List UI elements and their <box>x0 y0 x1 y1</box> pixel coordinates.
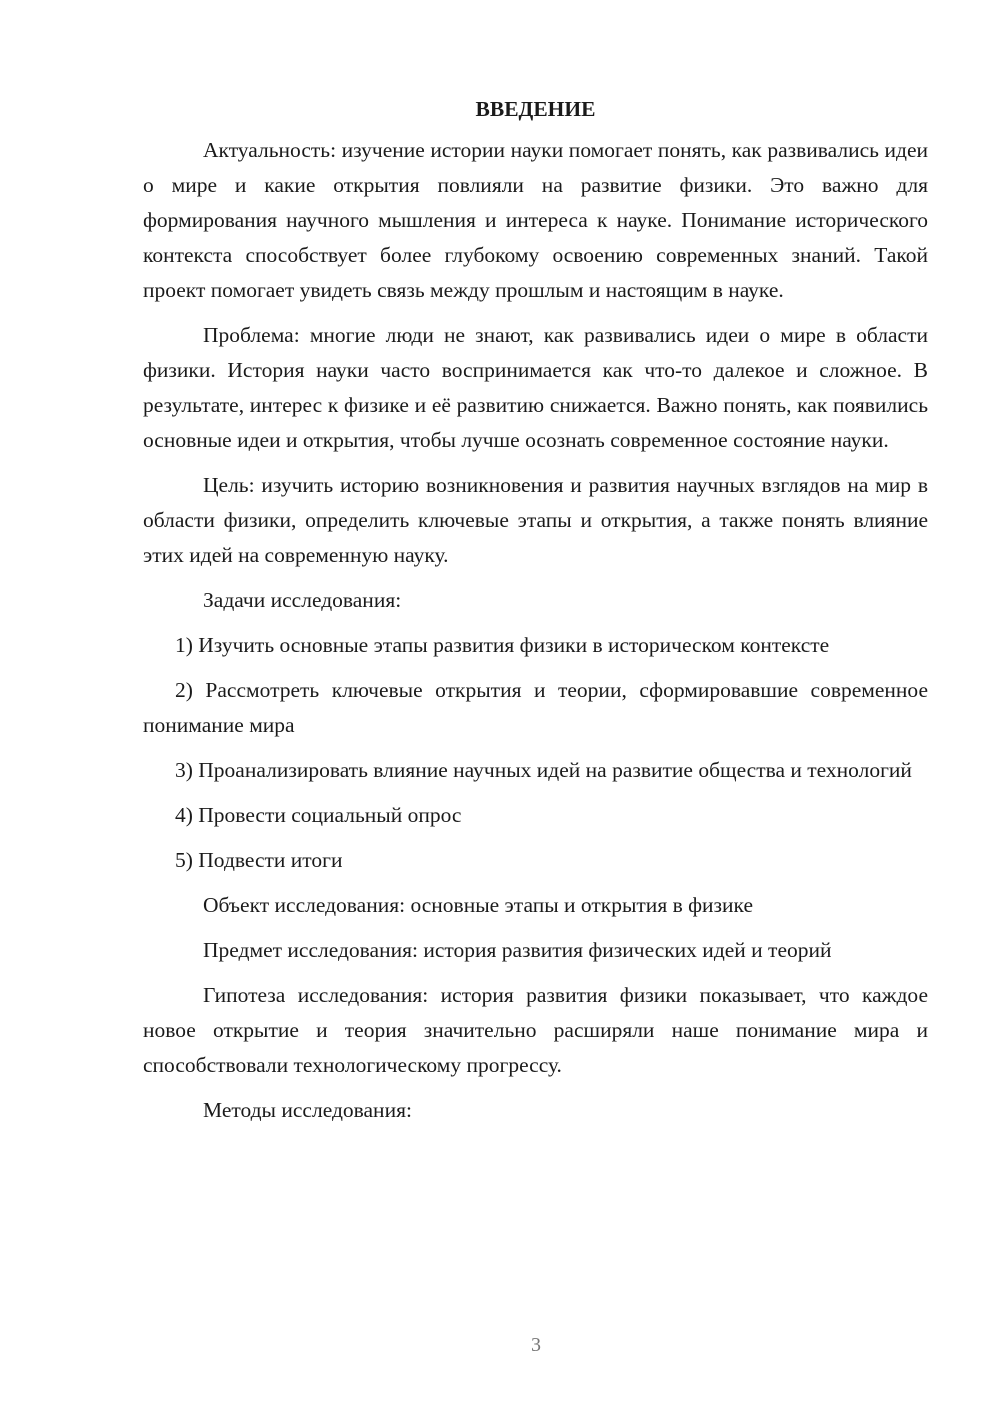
page-title: ВВЕДЕНИЕ <box>475 97 596 121</box>
task-item-4: 4) Провести социальный опрос <box>175 803 462 827</box>
task-item-1: 1) Изучить основные этапы развития физики в историческом контексте <box>175 633 830 657</box>
document-page <box>143 92 928 1138</box>
goal-paragraph: Цель: изучить историю возникновения и развития научных взглядов на мир в области физики, определить ключевые этапы и открытия, а также понять влияние этих идей на современную науку. <box>143 473 928 567</box>
task-item-2: 2) Рассмотреть ключевые открытия и теории, сформировавшие современное понимание мира <box>143 678 928 737</box>
page-number: 3 <box>531 1334 541 1356</box>
tasks-heading: Задачи исследования: <box>203 588 402 612</box>
methods-heading: Методы исследования: <box>203 1098 412 1122</box>
relevance-paragraph: Актуальность: изучение истории науки помогает понять, как развивались идеи о мире и какие открытия повлияли на развитие физики. Это важно для формирования научного мышления и интереса к науке. Понимание исторического контекста способствует более глубокому освоению современных знаний. Такой проект помогает увидеть связь между прошлым и настоящим в науке. <box>143 138 928 302</box>
object-paragraph: Объект исследования: основные этапы и открытия в физике <box>203 893 753 917</box>
task-item-5: 5) Подвести итоги <box>175 848 343 872</box>
hypothesis-paragraph: Гипотеза исследования: история развития физики показывает, что каждое новое открытие и теория значительно расширяли наше понимание мира и способствовали технологическому прогрессу. <box>143 983 928 1077</box>
subject-paragraph: Предмет исследования: история развития физических идей и теорий <box>203 938 832 962</box>
problem-paragraph: Проблема: многие люди не знают, как развивались идеи о мире в области физики. История науки часто воспринимается как что-то далекое и сложное. В результате, интерес к физике и её развитию снижается. Важно понять, как появились основные идеи и открытия, чтобы лучше осознать современное состояние науки. <box>143 323 928 452</box>
task-item-3: 3) Проанализировать влияние научных идей на развитие общества и технологий <box>175 758 912 782</box>
